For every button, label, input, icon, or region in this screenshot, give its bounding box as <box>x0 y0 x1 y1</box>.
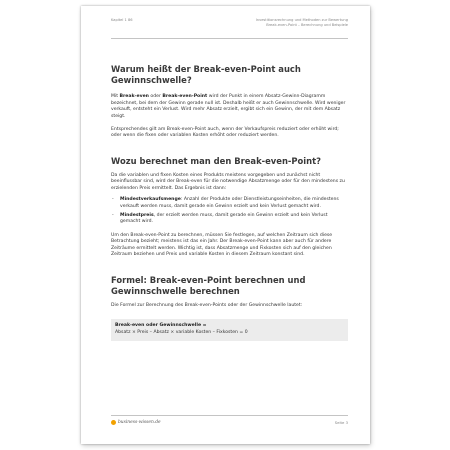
chapter-label: Kapitel 1 86 <box>111 18 133 22</box>
list-dash: - <box>112 213 114 219</box>
list-item-text: , der erzielt werden muss, damit gerade ein Gewinn erzielt und kein Verlust gemacht wird. <box>120 213 328 225</box>
header-title-line1: Investitionsrechnung und Methoden zur Bewertung <box>255 18 348 22</box>
bold-term: Mindestverkaufsmenge <box>120 197 181 203</box>
list-dash: - <box>112 197 114 203</box>
bold-term: Mindestpreis <box>120 213 154 219</box>
paragraph-price-costs: Entsprechendes gilt am Break-even-Point auch, wenn der Verkaufspreis reduziert oder erhöht wird; oder wenn die fixen oder variablen Kosten erhöht oder reduziert werden. <box>111 127 339 139</box>
paragraph-formula-intro: Die Formel zur Berechnung des Break-even-Points oder der Gewinnschwelle lautet: <box>111 302 303 308</box>
list-item <box>111 197 348 210</box>
formula-title <box>115 323 344 330</box>
list-item-text: : Anzahl der Produkte oder Dienstleistungseinheiten, die mindestens verkauft werden muss, damit gerade ein Gewinn erzielt und kein Verlust gemacht wird. <box>120 197 339 209</box>
formula-expression: Absatz × Preis – Absatz × variable Kosten – Fixkosten = 0 <box>115 329 248 335</box>
bold-term: Break-even-Point <box>162 94 208 100</box>
text-run: wird der Punkt in einem Absatz-Gewinn-Diagramm bezeichnet, bei dem der Gewinn gerade null ist. Deshalb heißt er auch Gewinnschwelle. Wird weniger verkauft, entsteht ein Verlust. Wird mehr Absatz erzielt, ergibt sich ein Gewinn, der mit dem Absatz steigt. <box>111 94 346 119</box>
paragraph-definition <box>111 94 348 120</box>
logo-dot-icon <box>111 420 116 425</box>
bold-term: Break-even <box>119 94 149 100</box>
page-number: Seite 3 <box>334 420 348 425</box>
site-logo <box>111 420 161 425</box>
text-run: Mit <box>111 94 120 100</box>
section-heading-gewinnschwelle: Warum heißt der Break-even-Point auch Gewinnschwelle? <box>111 64 301 86</box>
page-content <box>111 64 348 341</box>
result-list <box>111 197 348 226</box>
document-page <box>81 6 370 444</box>
section-heading-formel: Formel: Break-even-Point berechnen und Gewinnschwelle berechnen <box>111 274 306 296</box>
logo-text: business-wissen.de <box>118 420 161 425</box>
header-title-line2: Break-even-Point – Berechnung und Beispiele <box>266 23 348 27</box>
page-footer <box>111 415 348 427</box>
paragraph-intro: Da die variablen und fixen Kosten eines Produkts meistens vorgegeben und zunächst nicht beeinflussbar sind, wird der Break-even für die notwendige Absatzmenge oder für den mindestens zu erzielenden Preis ermittelt. Das Ergebnis ist dann: <box>111 173 345 191</box>
section-heading-wozu: Wozu berechnet man den Break-even-Point? <box>111 155 321 166</box>
list-item <box>111 213 348 226</box>
formula-box <box>111 319 348 340</box>
text-run: oder <box>148 94 163 100</box>
paragraph-zeitraum: Um den Break-even-Point zu berechnen, müssen Sie festlegen, auf welchen Zeitraum sich diese Betrachtung bezieht; meistens ist das ein Jahr. Der Break-even-Point kann aber auch für andere Zeiträume ermittelt werden. Wichtig ist, dass Absatzmenge und Fixkosten sich auf den gleichen Zeitraum beziehen und Preis und variable Kosten in diesem Zeitraum konstant sind. <box>111 232 333 258</box>
formula-title-text: Break-even oder Gewinnschwelle = <box>115 323 207 329</box>
page-header <box>111 18 348 39</box>
header-titles <box>256 18 348 28</box>
